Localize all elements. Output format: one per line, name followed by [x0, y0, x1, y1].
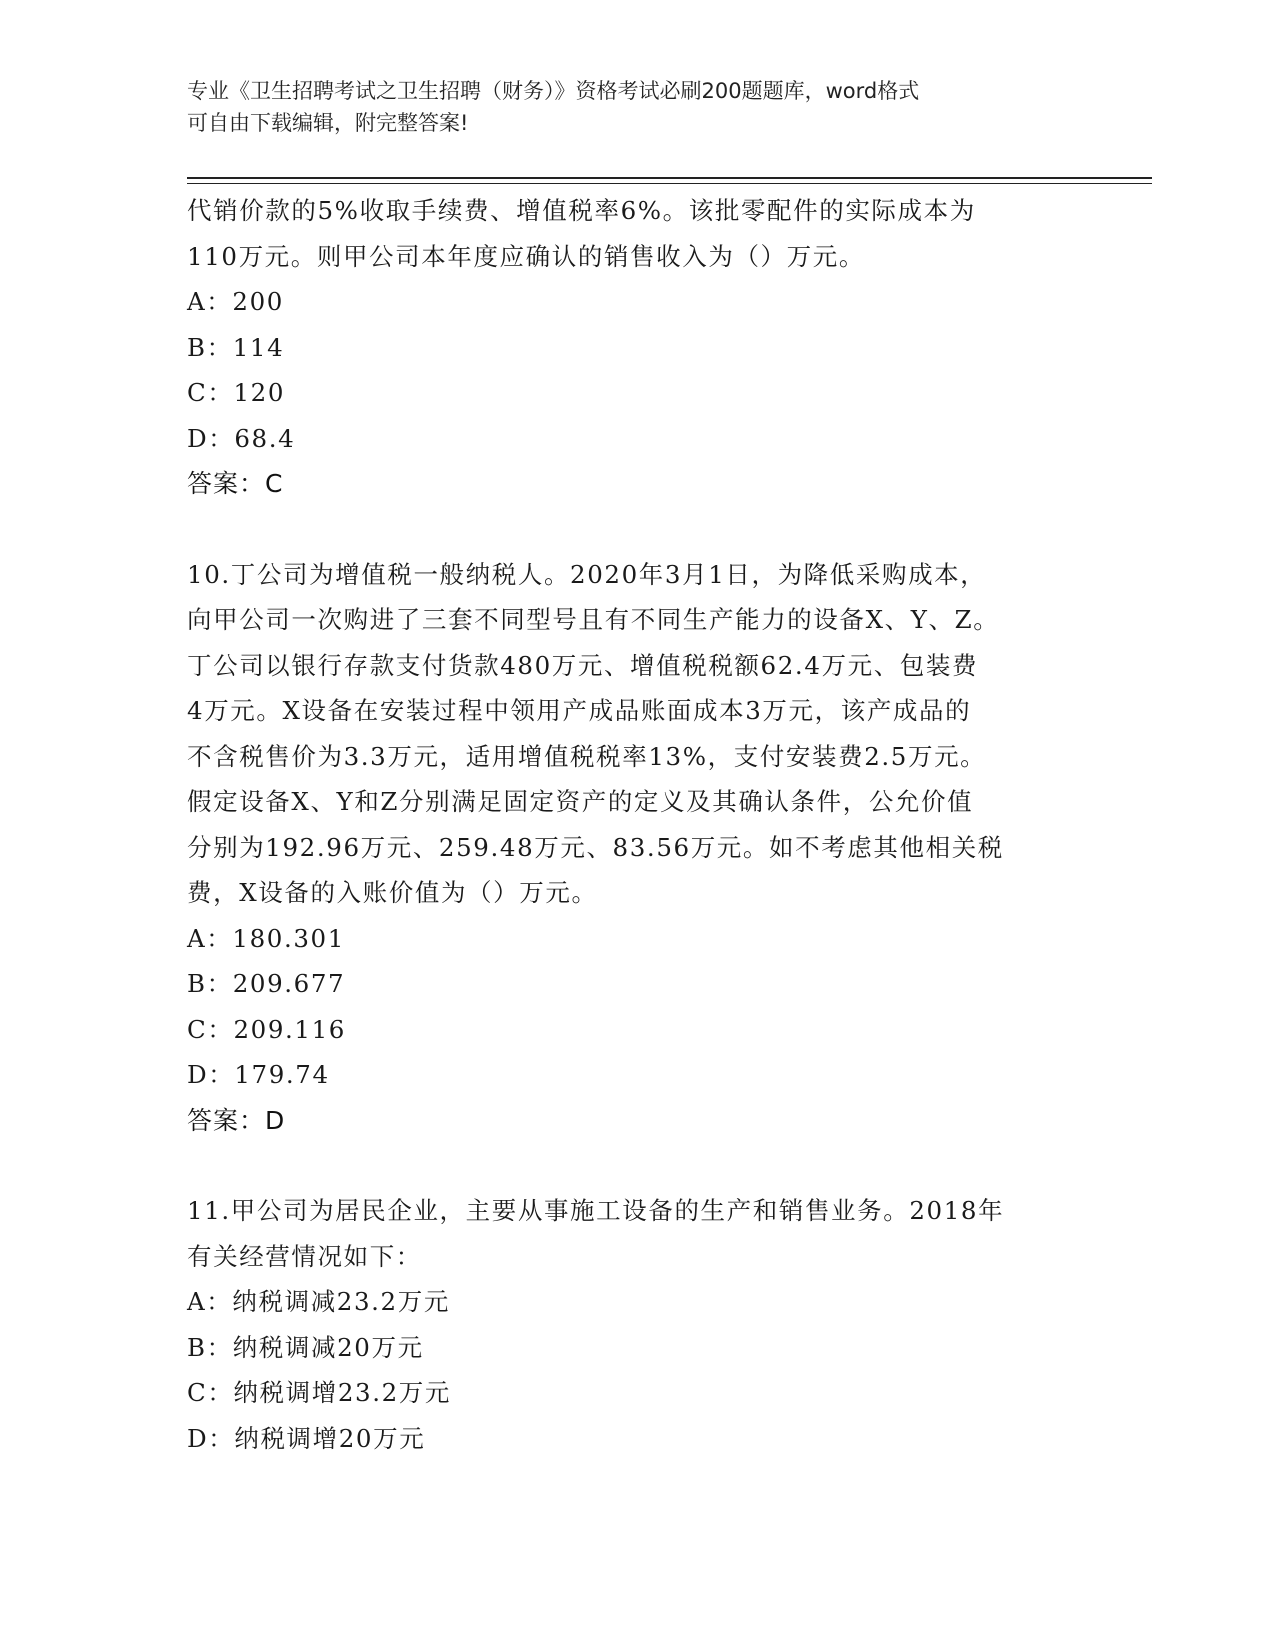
- question-10: [187, 552, 1087, 1144]
- header-rule-thick: [187, 177, 1152, 179]
- question-9: [187, 188, 1087, 507]
- option-d: D：纳税调增20万元: [187, 1423, 426, 1453]
- answer-line: 答案：C: [187, 469, 284, 498]
- option-a: A：200: [187, 287, 284, 316]
- question-text-line: 110万元。则甲公司本年度应确认的销售收入为（）万元。: [187, 241, 865, 271]
- question-11: [187, 1188, 1087, 1461]
- question-text-line: 4万元。X设备在安装过程中领用产成品账面成本3万元，该产成品的: [187, 696, 972, 725]
- option-b: B：纳税调减20万元: [187, 1332, 424, 1362]
- question-text-line: 10.丁公司为增值税一般纳税人。2020年3月1日，为降低采购成本，: [187, 559, 987, 589]
- option-a: A：纳税调减23.2万元: [187, 1287, 450, 1316]
- question-text-line: 假定设备X、Y和Z分别满足固定资产的定义及其确认条件，公允价值: [187, 787, 974, 816]
- option-c: C：纳税调增23.2万元: [187, 1378, 451, 1407]
- question-spacer: [187, 507, 1087, 552]
- answer-line: 答案：D: [187, 1105, 286, 1135]
- question-text-line: 代销价款的5%收取手续费、增值税率6%。该批零配件的实际成本为: [187, 196, 976, 225]
- header-rule-thin: [187, 183, 1152, 184]
- question-text-line: 向甲公司一次购进了三套不同型号且有不同生产能力的设备X、Y、Z。: [187, 605, 1000, 634]
- question-text-line: 11.甲公司为居民企业，主要从事施工设备的生产和销售业务。2018年: [187, 1196, 1005, 1225]
- question-text-line: 不含税售价为3.3万元，适用增值税税率13%，支付安装费2.5万元。: [187, 741, 987, 771]
- header-title-line-1: 专业《卫生招聘考试之卫生招聘（财务）》资格考试必刷200题题库，word格式: [187, 79, 920, 103]
- question-spacer: [187, 1143, 1087, 1188]
- option-b: B：209.677: [187, 969, 346, 998]
- question-text-line: 丁公司以银行存款支付货款480万元、增值税税额62.4万元、包装费: [187, 650, 979, 680]
- option-d: D：68.4: [187, 423, 296, 453]
- question-text-line: 费，X设备的入账价值为（）万元。: [187, 878, 598, 907]
- question-text-line: 有关经营情况如下：: [187, 1241, 422, 1271]
- option-c: C：120: [187, 378, 286, 407]
- option-a: A：180.301: [187, 923, 345, 953]
- page-header: [187, 75, 1067, 139]
- document-body: [187, 188, 1087, 1461]
- option-c: C：209.116: [187, 1014, 346, 1044]
- header-title-line-2: 可自由下载编辑，附完整答案!: [187, 111, 469, 135]
- option-d: D：179.74: [187, 1060, 330, 1089]
- option-b: B：114: [187, 332, 285, 362]
- question-text-line: 分别为192.96万元、259.48万元、83.56万元。如不考虑其他相关税: [187, 832, 1004, 862]
